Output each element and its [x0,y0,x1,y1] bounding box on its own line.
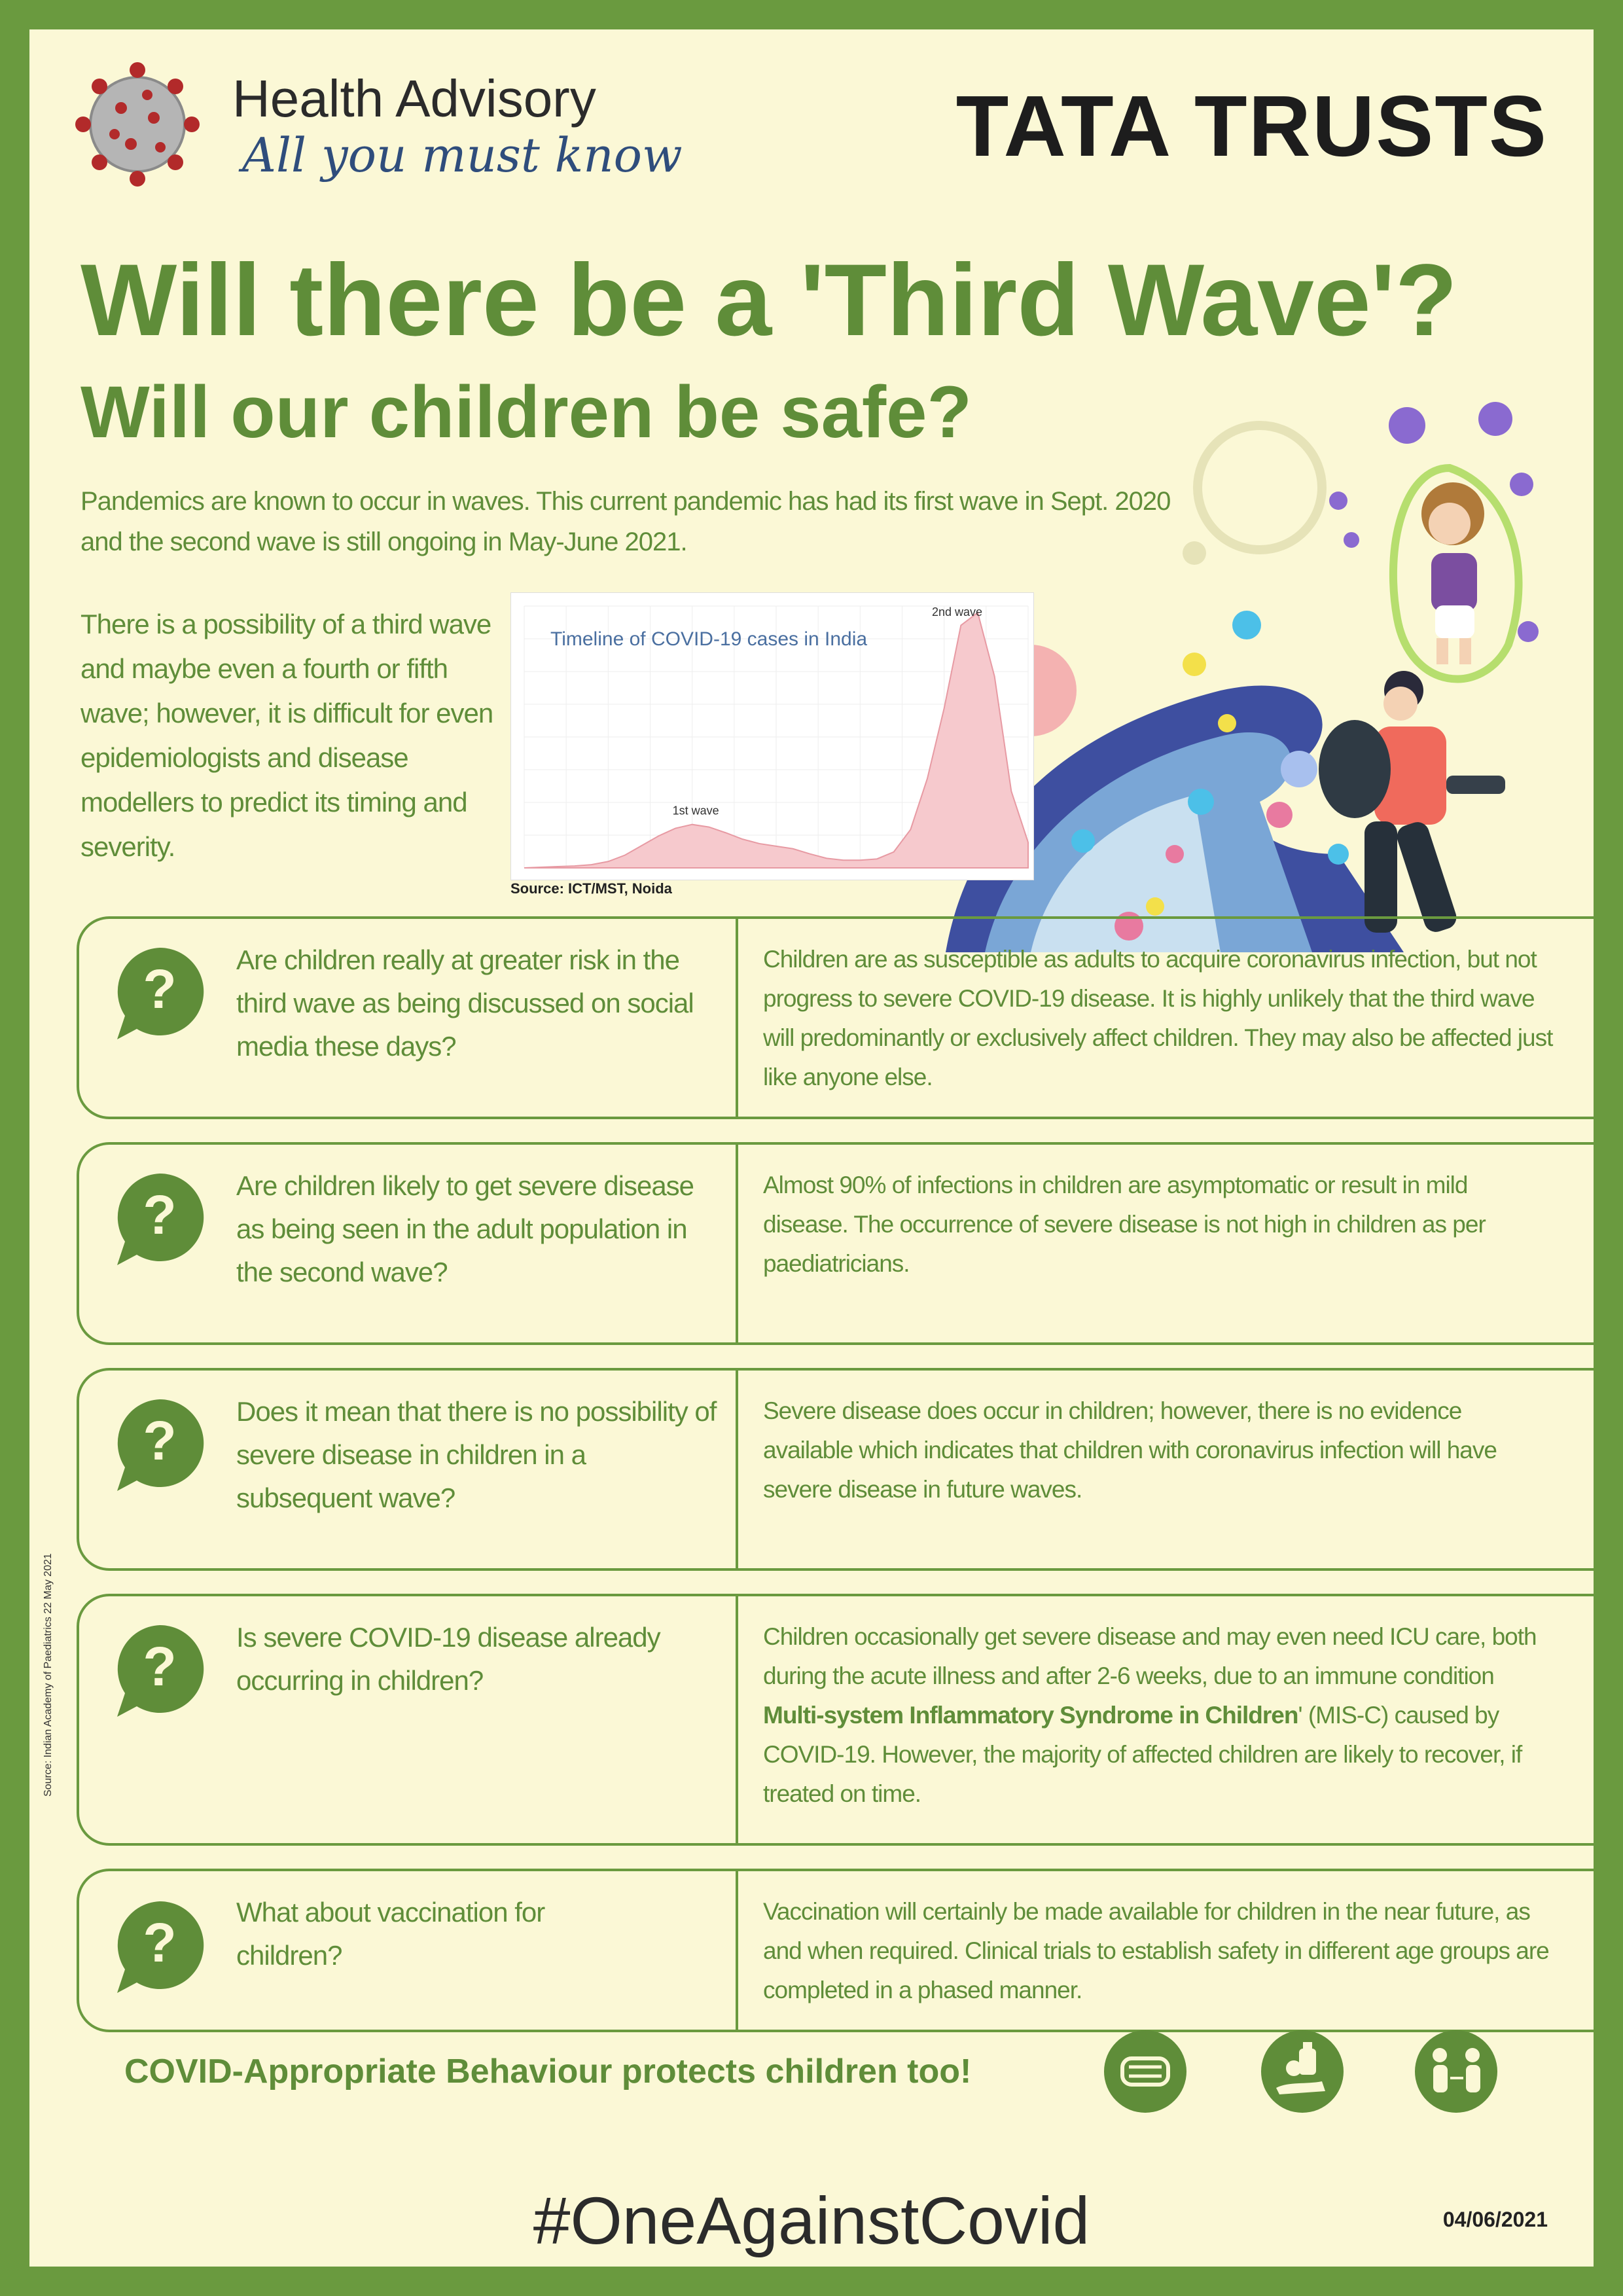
question-bubble-icon [111,942,209,1041]
faq-row-1 [77,916,1594,1119]
faq-row-2 [77,1142,1594,1345]
svg-text:?: ? [143,1636,177,1697]
faq-question: Is severe COVID-19 disease already occurring in children? [236,1622,660,1696]
svg-text:?: ? [143,958,177,1020]
coronavirus-logo-icon [69,56,206,193]
faq-answer: Severe disease does occur in children; however, there is no evidence available which indicates that children with coronavirus infection will have severe disease in future waves. [763,1397,1497,1503]
vertical-source-note: Source: Indian Academy of Paediatrics 22 May 2021 [43,1553,54,1797]
faq-question: Are children likely to get severe disease as being seen in the adult population in the second wave? [236,1170,694,1287]
faq-answer-part: Children occasionally get severe disease and may even need ICU care, both during the acute illness and after 2-6 weeks, due to an immune condition [763,1623,1537,1689]
faq-answer: Almost 90% of infections in children are asymptomatic or result in mild disease. The occurrence of severe disease is not high in children as per paediatricians. [763,1172,1486,1277]
faq-answer-part: ' (MIS-C) caused by COVID-19. However, the majority of affected children are likely to recover, if treated on time. [763,1702,1522,1807]
faq-row-4 [77,1594,1594,1846]
question-bubble-icon [111,1168,209,1266]
headline: Will there be a 'Third Wave'? [80,243,1458,357]
faq-question: Does it mean that there is no possibility of severe disease in children in a subsequent wave? [236,1396,717,1513]
chart-annotation-first-wave: 1st wave [672,804,719,817]
question-bubble-icon [111,1394,209,1492]
svg-text:?: ? [143,1912,177,1973]
svg-text:?: ? [143,1184,177,1246]
row-divider [736,1145,738,1342]
row-divider [736,919,738,1117]
poster [29,29,1594,2267]
svg-text:?: ? [143,1410,177,1471]
face-mask-icon [1103,2029,1188,2114]
faq-answer: Children are as susceptible as adults to acquire coronavirus infection, but not progress to severe COVID-19 disease. It is highly unlikely that the third wave will predominantly or exclusively affect children. They may also be affected just like anyone else. [763,946,1553,1090]
row-divider [736,1871,738,2030]
faq-answer-bold: Multi-system Inflammatory Syndrome in Children [763,1702,1298,1729]
behaviour-tagline: COVID-Appropriate Behaviour protects children too! [124,2053,972,2090]
chart-title: Timeline of COVID-19 cases in India [550,628,868,650]
chart-annotation-second-wave: 2nd wave [932,605,983,619]
header-subtitle: All you must know [242,128,683,183]
subheadline: Will our children be safe? [80,371,972,453]
date: 04/06/2021 [1442,2208,1548,2231]
cases-timeline-chart [510,592,1034,880]
faq-question: Are children really at greater risk in the third wave as being discussed on social media these days? [236,944,694,1062]
hashtag: #OneAgainstCovid [533,2183,1090,2258]
hand-sanitize-icon [1260,2029,1345,2114]
side-text: There is a possibility of a third wave and maybe even a fourth or fifth wave; however, it is difficult for even epidemiologists and disease modellers to predict its timing and severity. [80,609,493,862]
brand-logo: TATA TRUSTS [955,78,1548,174]
chart-canvas [511,593,1035,881]
row-divider [736,1371,738,1568]
faq-answer: Vaccination will certainly be made available for children in the near future, as and when required. Clinical trials to establish safety in different age groups are completed in a phased manner. [763,1898,1549,2003]
chart-source: Source: ICT/MST, Noida [510,880,672,897]
faq-row-3 [77,1368,1594,1571]
question-bubble-icon [111,1620,209,1718]
faq-row-5 [77,1869,1594,2032]
row-divider [736,1596,738,1843]
social-distancing-icon [1414,2029,1499,2114]
question-bubble-icon [111,1896,209,1994]
faq-answer [763,1617,1555,1814]
header-title: Health Advisory [232,69,596,128]
intro-text: Pandemics are known to occur in waves. This current pandemic has had its first wave in Sept. 2020 and the second wave is still ongoing in May-June 2021. [80,487,1171,556]
faq-question: What about vaccination for children? [236,1897,545,1971]
